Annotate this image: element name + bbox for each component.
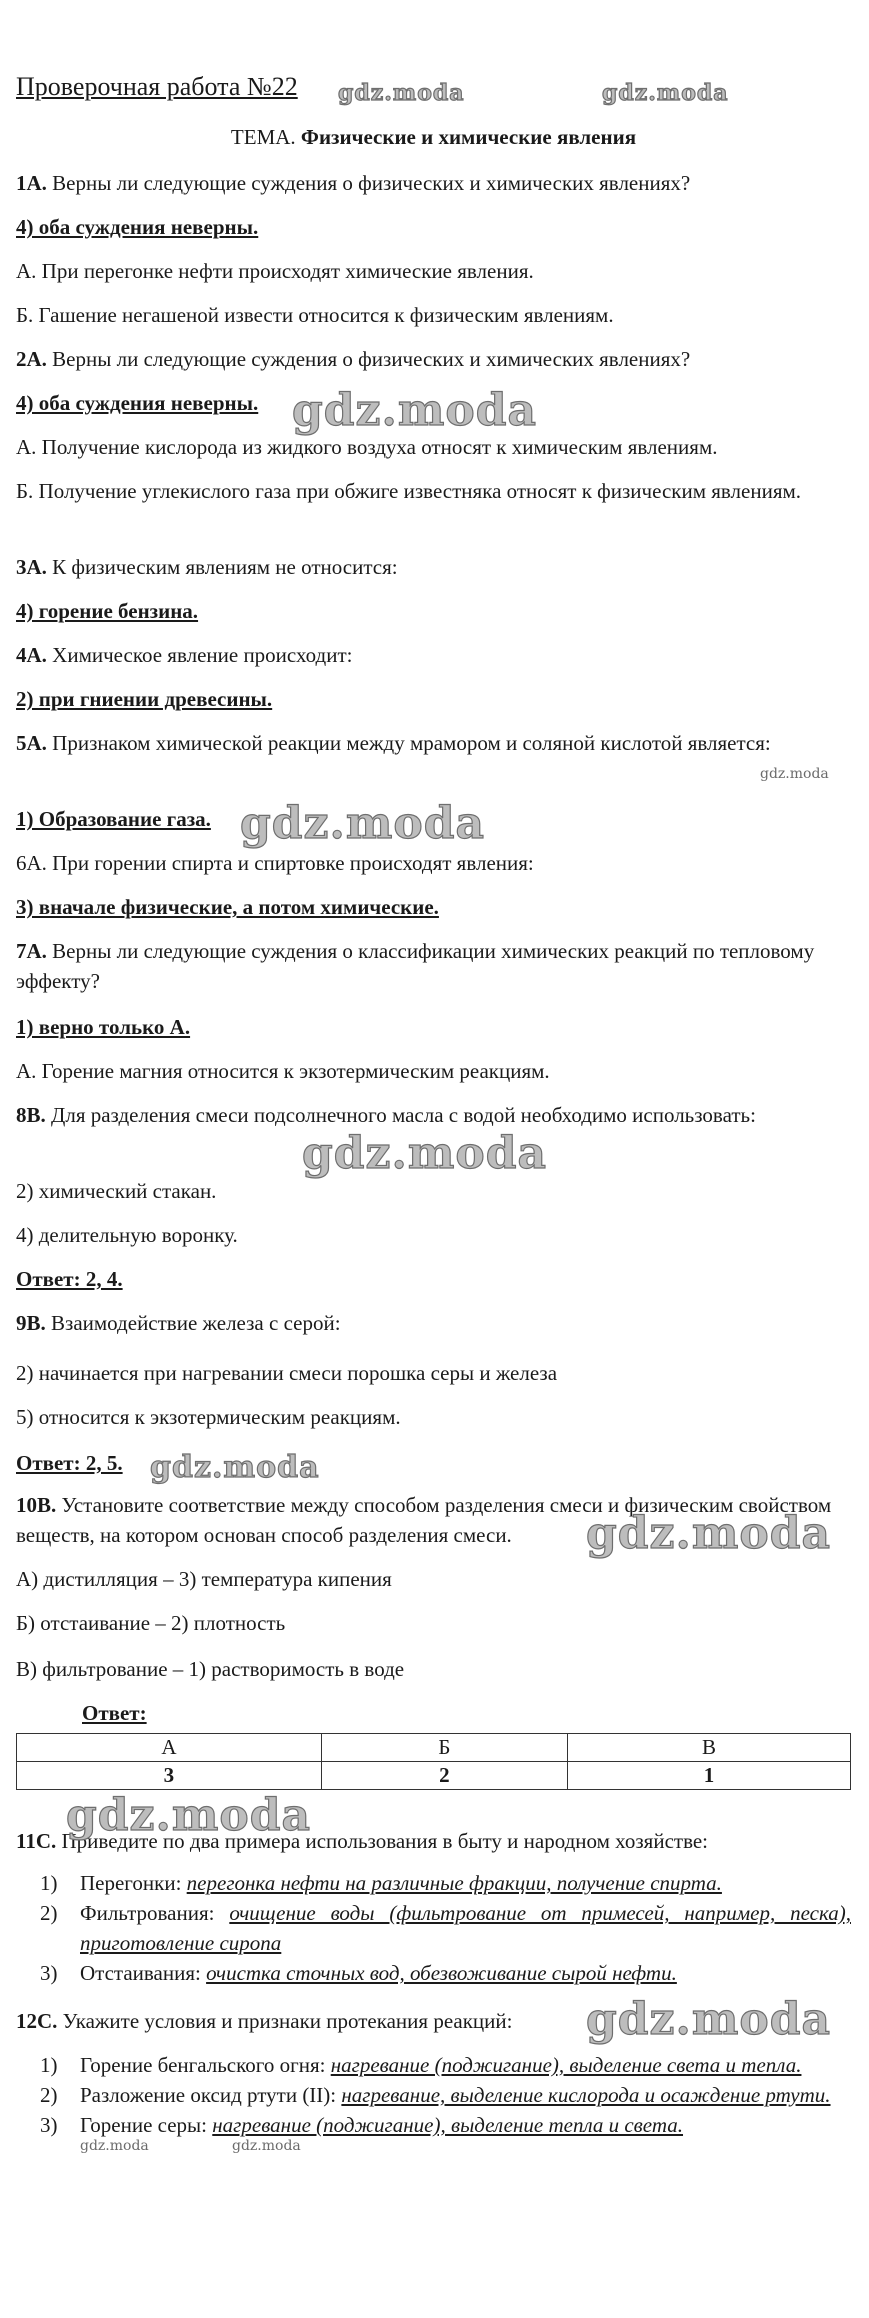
- watermark: gdz.moda: [602, 80, 729, 106]
- watermark: gdz.moda: [760, 766, 829, 782]
- item-label: Разложение оксид ртути (II):: [80, 2083, 337, 2107]
- item-number: 1): [40, 2053, 58, 2077]
- question-11: [16, 1826, 851, 1856]
- page-title: Проверочная работа №22: [16, 72, 298, 101]
- item-answer: нагревание, выделение кислорода и осаждение ртути.: [341, 2083, 831, 2107]
- answer-10-label: Ответ:: [82, 1701, 147, 1725]
- list-11: [40, 1868, 851, 1988]
- answer-table: [16, 1733, 851, 1790]
- watermark: gdz.moda: [302, 1128, 548, 1179]
- question-8: [16, 1100, 851, 1130]
- question-9: [16, 1308, 851, 1338]
- answer-4: 2) при гниении древесины.: [16, 687, 273, 711]
- answer-6: 3) вначале физические, а потом химические.: [16, 895, 439, 919]
- answer-5: 1) Образование газа.: [16, 807, 211, 831]
- question-text: Взаимодействие железа с серой:: [51, 1311, 341, 1335]
- watermark: gdz.moda: [338, 80, 465, 106]
- question-text: Верны ли следующие суждения о физических и химических явлениях?: [52, 171, 691, 195]
- statement-1a: А. При перегонке нефти происходят химические явления.: [16, 259, 534, 283]
- match-10b: Б) отстаивание – 2) плотность: [16, 1611, 286, 1635]
- question-text: К физическим явлениям не относится:: [52, 555, 398, 579]
- question-text: Для разделения смеси подсолнечного масла с водой необходимо использовать:: [51, 1103, 756, 1127]
- item-label: Фильтрования:: [80, 1901, 215, 1925]
- topic-line: [16, 122, 851, 152]
- question-number: 12С.: [16, 2009, 58, 2033]
- question-number: 4А.: [16, 643, 47, 667]
- statement-2b: Б. Получение углекислого газа при обжиге известняка относят к физическим явлениям.: [16, 479, 802, 503]
- watermark: gdz.moda: [80, 2138, 149, 2154]
- statement-7a: А. Горение магния относится к экзотермическим реакциям.: [16, 1059, 550, 1083]
- question-text: Верны ли следующие суждения о классификации химических реакций по тепловому эффекту?: [16, 939, 815, 993]
- table-cell: 3: [17, 1762, 322, 1790]
- table-cell: 1: [567, 1762, 850, 1790]
- table-cell: 2: [321, 1762, 567, 1790]
- statement-1b: Б. Гашение негашеной извести относится к физическим явлениям.: [16, 303, 614, 327]
- question-number: 3А.: [16, 555, 47, 579]
- question-number: 8В.: [16, 1103, 46, 1127]
- watermark: gdz.moda: [66, 1790, 312, 1841]
- question-number: 11С.: [16, 1829, 57, 1853]
- question-4: [16, 640, 851, 670]
- topic-text: Физические и химические явления: [300, 125, 637, 149]
- list-item: [40, 1958, 851, 1988]
- item-label: Перегонки:: [80, 1871, 182, 1895]
- item-label: Горение бенгальского огня:: [80, 2053, 326, 2077]
- item-answer: нагревание (поджигание), выделение света и тепла.: [330, 2053, 802, 2077]
- item-label: Отстаивания:: [80, 1961, 201, 1985]
- question-7: [16, 936, 851, 996]
- match-10a: А) дистилляция – 3) температура кипения: [16, 1567, 392, 1591]
- question-number: 7А.: [16, 939, 47, 963]
- question-text: Верны ли следующие суждения о физических и химических явлениях?: [52, 347, 691, 371]
- match-10c: В) фильтрование – 1) растворимость в воде: [16, 1657, 405, 1681]
- option-8-1: 2) химический стакан.: [16, 1179, 217, 1203]
- question-5: [16, 728, 851, 758]
- option-8-2: 4) делительную воронку.: [16, 1223, 238, 1247]
- answer-2: 4) оба суждения неверны.: [16, 391, 259, 415]
- table-header-row: [17, 1734, 851, 1762]
- answer-7: 1) верно только А.: [16, 1015, 191, 1039]
- list-item: [40, 2080, 851, 2110]
- question-12: [16, 2006, 851, 2036]
- question-number: 10В.: [16, 1493, 57, 1517]
- answer-1: 4) оба суждения неверны.: [16, 215, 259, 239]
- question-number: 9В.: [16, 1311, 46, 1335]
- watermark: gdz.moda: [586, 1508, 832, 1559]
- table-row: [17, 1762, 851, 1790]
- question-number: 5А.: [16, 731, 47, 755]
- question-2: [16, 344, 851, 374]
- question-3: [16, 552, 851, 582]
- question-number: 1А.: [16, 171, 47, 195]
- item-number: 2): [40, 1901, 58, 1925]
- table-header-cell: В: [567, 1734, 850, 1762]
- item-answer: очистка сточных вод, обезвоживание сырой нефти.: [206, 1961, 677, 1985]
- question-text: Приведите по два примера использования в быту и народном хозяйстве:: [61, 1829, 709, 1853]
- watermark: gdz.moda: [292, 385, 538, 436]
- item-number: 2): [40, 2083, 58, 2107]
- option-9-2: 5) относится к экзотермическим реакциям.: [16, 1405, 401, 1429]
- question-1: [16, 168, 851, 198]
- answer-8: Ответ: 2, 4.: [16, 1267, 123, 1291]
- list-12: [40, 2050, 851, 2140]
- topic-prefix: ТЕМА.: [230, 125, 296, 149]
- answer-3: 4) горение бензина.: [16, 599, 199, 623]
- watermark: gdz.moda: [586, 1994, 832, 2045]
- question-text: Химическое явление происходит:: [52, 643, 353, 667]
- item-answer: нагревание (поджигание), выделение тепла и света.: [212, 2113, 684, 2137]
- question-6: 6А. При горении спирта и спиртовке происходят явления:: [16, 851, 534, 875]
- list-item: [40, 2050, 851, 2080]
- statement-2a: А. Получение кислорода из жидкого воздуха относят к химическим явлениям.: [16, 435, 718, 459]
- answer-9: Ответ: 2, 5.: [16, 1451, 123, 1475]
- item-answer: очищение воды (фильтрование от примесей, например, песка), приготовление сиропа: [80, 1901, 851, 1955]
- question-text: Признаком химической реакции между мрамором и соляной кислотой является:: [52, 731, 771, 755]
- item-number: 1): [40, 1871, 58, 1895]
- item-label: Горение серы:: [80, 2113, 208, 2137]
- question-10: [16, 1490, 851, 1550]
- watermark: gdz.moda: [150, 1450, 320, 1485]
- question-text: Установите соответствие между способом разделения смеси и физическим свойством веществ, на котором основан способ разделения смеси.: [16, 1493, 832, 1547]
- item-number: 3): [40, 2113, 58, 2137]
- list-item: [40, 2110, 851, 2140]
- question-number: 2А.: [16, 347, 47, 371]
- list-item: [40, 1868, 851, 1898]
- list-item: [40, 1898, 851, 1958]
- table-header-cell: Б: [321, 1734, 567, 1762]
- watermark: gdz.moda: [232, 2138, 301, 2154]
- watermark: gdz.moda: [240, 798, 486, 849]
- table-header-cell: А: [17, 1734, 322, 1762]
- question-text: Укажите условия и признаки протекания реакций:: [62, 2009, 513, 2033]
- option-9-1: 2) начинается при нагревании смеси порошка серы и железа: [16, 1361, 558, 1385]
- item-number: 3): [40, 1961, 58, 1985]
- item-answer: перегонка нефти на различные фракции, получение спирта.: [186, 1871, 722, 1895]
